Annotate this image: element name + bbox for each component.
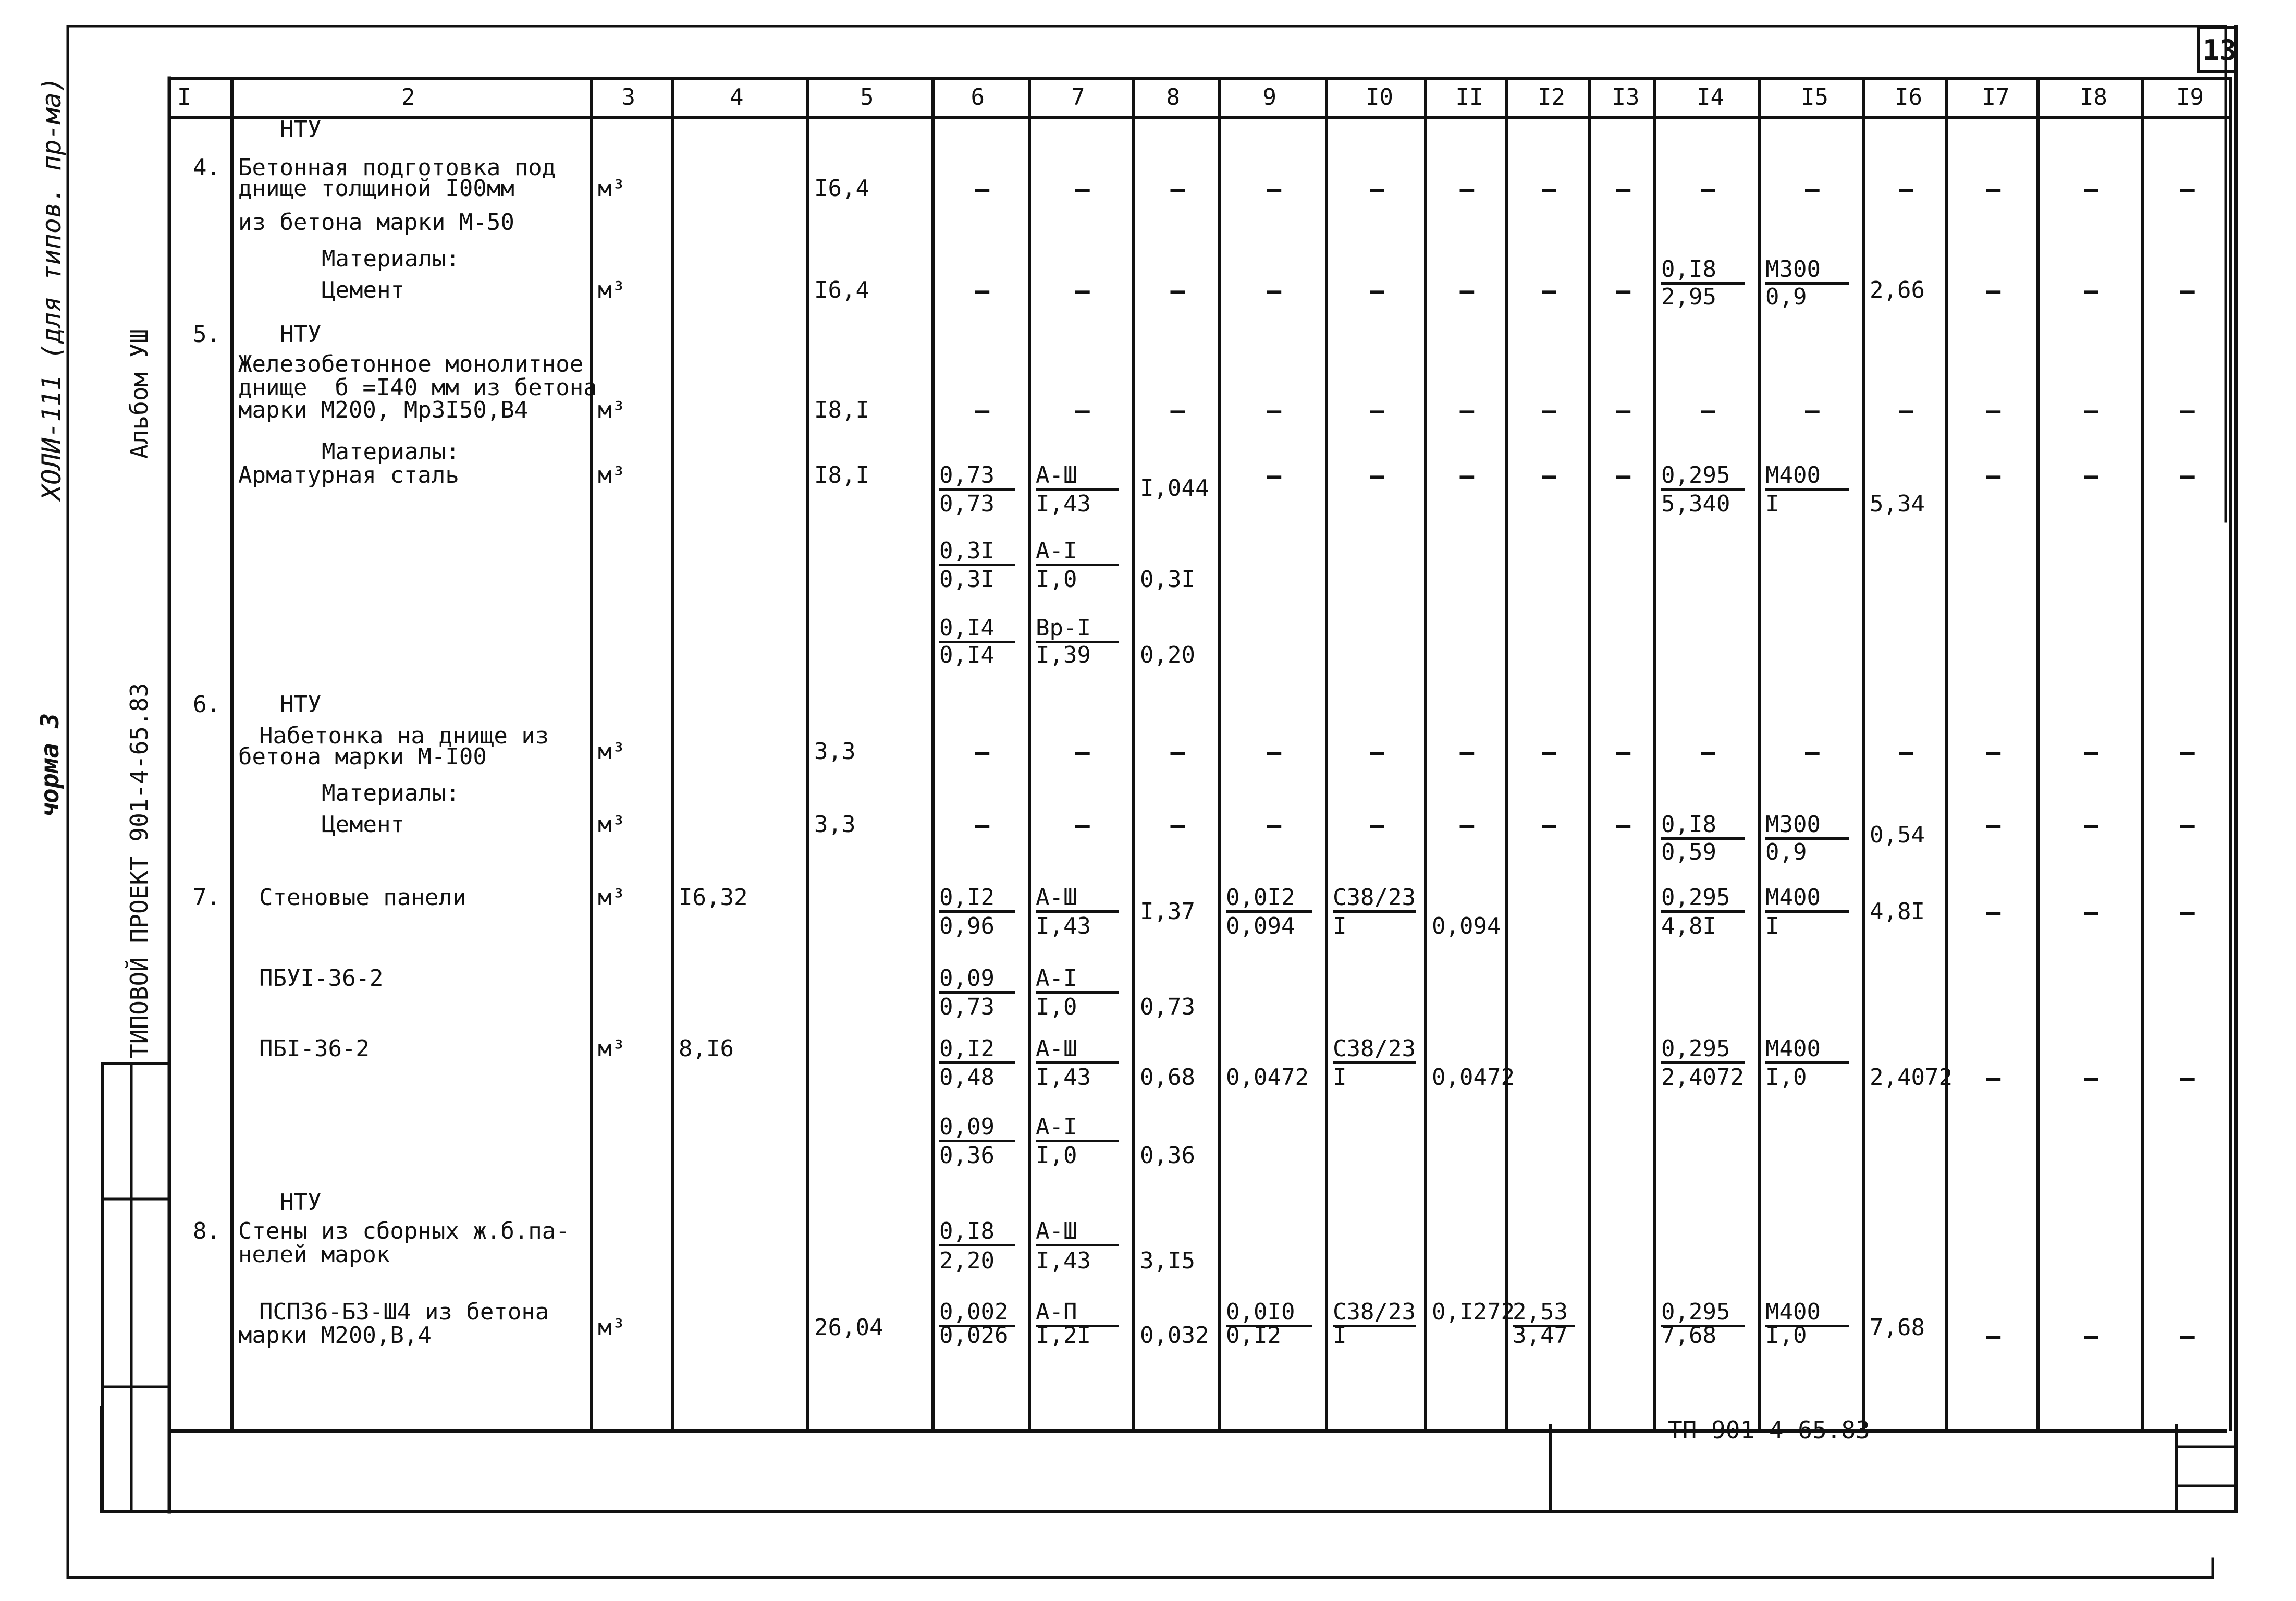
cell-c2-r4b: Бетонная подготовка под [238,154,556,181]
cell-c3-r5d: м³ [598,396,625,423]
cell-c2-r4c: днище толщиной I00мм [238,175,514,202]
cell-c8-r5i: 0,3I [1140,566,1195,593]
dash-c13-r5f: – [1616,461,1631,490]
cell-c5-r8de: 26,04 [814,1314,883,1341]
cell-c7-r5i: I,0 [1036,566,1077,593]
cell-c6-r7g: 0,09 [939,1116,1015,1142]
cell-c11-r8d: 0,I272 [1432,1298,1515,1325]
dash-c8-r5d: – [1170,396,1185,424]
dash-c12-r4c: – [1542,175,1556,203]
dash-c18-r7ab: – [2084,898,2098,926]
column-header-10: I0 [1366,84,1393,111]
dash-c14-r4c: – [1701,175,1715,203]
dash-c13-r5d: – [1616,396,1631,424]
cell-c1-r5a: 5. [193,321,220,348]
column-header-1: I [177,84,191,111]
dash-c12-r5f: – [1542,461,1556,490]
cell-c8-r8cc: 3,I5 [1140,1247,1195,1274]
dash-c18-r5d: – [2084,396,2098,424]
dash-c18-r4f: – [2084,276,2098,304]
dash-c14-r6bc: – [1701,738,1715,766]
column-header-7: 7 [1071,84,1085,111]
cell-c7-r7g: А-I [1036,1116,1119,1142]
dash-c7-r4f: – [1075,276,1090,304]
dash-c16-r5d: – [1899,396,1913,424]
dash-c17-r6e: – [1986,811,2001,839]
dash-c10-r4c: – [1370,175,1384,203]
dash-c15-r5d: – [1805,396,1820,424]
dash-c17-r4f: – [1986,276,2001,304]
cell-c3-r7e: м³ [598,1035,625,1062]
cell-c7-r7f: I,43 [1036,1064,1091,1091]
cell-c14-r4fb: 2,95 [1661,283,1716,310]
column-header-5: 5 [860,84,874,111]
column-header-3: 3 [621,84,635,111]
dash-c19-r7f: – [2180,1064,2195,1092]
cell-c2-r4f: Цемент [322,276,404,303]
cell-c6-r5g: 0,73 [939,490,994,517]
cell-c14-r6f: 0,59 [1661,838,1716,865]
form-label-vertical: чорма 3 [35,713,65,818]
dash-c17-r6bc: – [1986,738,2001,766]
cell-c2-r6e: Цемент [322,811,404,838]
cell-c10-r8d: С38/23 [1333,1301,1416,1327]
cell-c7-r5k: I,39 [1036,641,1091,668]
cell-c9-r8d: 0,0I0 [1226,1301,1312,1327]
dash-c19-r5f: – [2180,461,2195,490]
cell-c15-r8d: М400 [1765,1301,1849,1327]
cell-c7-r7a: А-Ш [1036,886,1119,913]
cell-c2-r5e: Материалы: [322,438,460,465]
cell-c7-r8b: А-Ш [1036,1220,1119,1246]
column-header-6: 6 [971,84,985,111]
cell-c2-r5f: Арматурная сталь [238,461,459,488]
dash-c10-r5d: – [1370,396,1384,424]
cell-c14-r7f: 2,4072 [1661,1064,1744,1091]
cell-c6-r7e: 0,I2 [939,1037,1015,1064]
cell-c7-r5f: А-Ш [1036,464,1119,491]
cell-c5-r4f: I6,4 [814,276,869,303]
cell-c9-r7f: 0,0472 [1226,1064,1309,1091]
cell-c15-r6f: 0,9 [1765,838,1807,865]
cell-c4-r7e: 8,I6 [679,1035,734,1062]
cell-c7-r7h: I,0 [1036,1142,1077,1169]
dash-c7-r4c: – [1075,175,1090,203]
cell-c14-r5g: 5,340 [1661,490,1730,517]
cell-c16-r4f: 2,66 [1870,276,1925,303]
dash-c16-r4c: – [1899,175,1913,203]
cell-c12-r8d: 2,53 [1513,1301,1575,1327]
cell-c2-r5d: марки М200, МрЗI50,В4 [238,396,529,423]
dash-c11-r6e: – [1459,811,1475,839]
dash-c16-r6bc: – [1899,738,1913,766]
cell-c7-r7c: А-I [1036,967,1119,994]
dash-c10-r6e: – [1370,811,1384,839]
cell-c16-r6ef: 0,54 [1870,821,1925,848]
dash-c9-r4c: – [1267,175,1282,203]
dash-c18-r4c: – [2084,175,2098,203]
cell-c6-r5j: 0,I4 [939,617,1015,643]
cell-c6-r5k: 0,I4 [939,641,994,668]
cell-c7-r8d: А-П [1036,1301,1119,1327]
cell-c2-r8d: ПСП36-БЗ-Ш4 из бетона [259,1298,549,1325]
cell-c15-r7e: М400 [1765,1037,1849,1064]
cell-c15-r6e: М300 [1765,813,1849,840]
dash-c8-r6e: – [1170,811,1185,839]
cell-c8-r7ab: I,37 [1140,898,1195,925]
cell-c2-r6b: Набетонка на днище из [259,722,549,749]
cell-c4-r7a: I6,32 [679,884,748,911]
dash-c6-r6e: – [975,811,990,839]
cell-c6-r5i: 0,3I [939,566,994,593]
cell-c1-r6a: 6. [193,691,220,718]
dash-c12-r6bc: – [1542,738,1556,766]
cell-c5-r6bc: 3,3 [814,738,856,765]
cell-c6-r8d: 0,002 [939,1301,1015,1327]
dash-c8-r6bc: – [1170,738,1185,766]
cell-c3-r4c: м³ [598,175,625,202]
column-header-13: I3 [1612,84,1640,111]
cell-c15-r4fb: 0,9 [1765,283,1807,310]
cell-c9-r7b: 0,094 [1226,912,1295,939]
cell-c3-r4f: м³ [598,276,625,303]
cell-c1-r4b: 4. [193,154,220,181]
cell-c14-r5f: 0,295 [1661,464,1745,491]
dash-c12-r5d: – [1542,396,1556,424]
cell-c2-r5c: днище б =I40 мм из бетона [238,374,597,401]
cell-c2-r6c: бетона марки М-I00 [238,743,487,770]
dash-c18-r6bc: – [2084,738,2098,766]
dash-c8-r4f: – [1170,276,1185,304]
album-label-vertical: Альбом УШ [125,328,153,459]
dash-c19-r6e: – [2180,811,2195,839]
inner-border [102,1408,2236,1512]
cell-c11-r7b: 0,094 [1432,912,1501,939]
dash-c7-r6e: – [1075,811,1090,839]
cell-c16-r7f: 2,4072 [1870,1064,1953,1091]
cell-c2-r7e: ПБI-36-2 [259,1035,370,1062]
cell-c1-r8b: 8. [193,1217,220,1244]
cell-c6-r5h: 0,3I [939,540,1015,566]
cell-c10-r7f: I [1333,1064,1347,1091]
column-header-9: 9 [1262,84,1276,111]
cell-c3-r6e: м³ [598,811,625,838]
cell-c7-r8e: I,2I [1036,1322,1091,1349]
cell-c15-r4fa: М300 [1765,258,1849,285]
cell-c14-r4fa: 0,I8 [1661,258,1745,285]
cell-c14-r7a: 0,295 [1661,886,1745,913]
cell-c3-r8de: м³ [598,1314,625,1341]
cell-c7-r8cc: I,43 [1036,1247,1091,1274]
dash-c18-r7f: – [2084,1064,2098,1092]
cell-c16-r7ab: 4,8I [1870,898,1925,925]
cell-c2-r7a: Стеновые панели [259,884,466,911]
column-header-16: I6 [1895,84,1922,111]
dash-c12-r6e: – [1542,811,1556,839]
column-header-19: I9 [2176,84,2204,111]
cell-c8-r5fb: I,044 [1140,474,1209,502]
dash-c18-r5f: – [2084,461,2098,490]
dash-c15-r6bc: – [1805,738,1820,766]
cell-c11-r7f: 0,0472 [1432,1064,1515,1091]
dash-c19-r7ab: – [2180,898,2195,926]
cell-c5-r5f: I8,I [814,461,869,488]
column-header-14: I4 [1697,84,1724,111]
cell-c10-r7b: I [1333,912,1347,939]
dash-c6-r6bc: – [975,738,990,766]
cell-c6-r7b: 0,96 [939,912,994,939]
cell-c15-r7b: I [1765,912,1779,939]
cell-c2-r8e: марки М200,В,4 [238,1322,432,1349]
dash-c18-r6e: – [2084,811,2098,839]
dash-c17-r7ab: – [1986,898,2001,926]
column-header-15: I5 [1801,84,1828,111]
cell-c15-r7f: I,0 [1765,1064,1807,1091]
cell-c7-r7b: I,43 [1036,912,1091,939]
cell-c6-r8e: 0,026 [939,1322,1009,1349]
cell-c2-r4d: из бетона марки М-50 [238,209,514,236]
stamp-code: ТП 901-4-65.83 [1668,1416,1870,1444]
cell-c1-r7a: 7. [193,884,220,911]
dash-c19-r6bc: – [2180,738,2195,766]
cell-c15-r5f: М400 [1765,464,1849,491]
dash-c18-r8e: – [2084,1322,2098,1350]
cell-c15-r8e: I,0 [1765,1322,1807,1349]
dash-c6-r5d: – [975,396,990,424]
dash-c19-r4c: – [2180,175,2195,203]
dash-c9-r6e: – [1267,811,1282,839]
cell-c5-r5d: I8,I [814,396,869,423]
cell-c6-r7d: 0,73 [939,993,994,1020]
dash-c13-r6e: – [1616,811,1631,839]
dash-c11-r4f: – [1459,276,1475,304]
dash-c9-r5f: – [1267,461,1282,490]
cell-c16-r8de: 7,68 [1870,1314,1925,1341]
dash-c11-r4c: – [1459,175,1475,203]
cell-c6-r7f: 0,48 [939,1064,994,1091]
dash-c19-r8e: – [2180,1322,2195,1350]
cell-c7-r5h: А-I [1036,540,1119,566]
cell-c3-r6bc: м³ [598,738,625,765]
cell-c7-r5g: I,43 [1036,490,1091,517]
dash-c14-r5d: – [1701,396,1715,424]
dash-c6-r4f: – [975,276,990,304]
dash-c17-r8e: – [1986,1322,2001,1350]
cell-c7-r5j: Вр-I [1036,617,1119,643]
dash-c15-r4c: – [1805,175,1820,203]
dash-c10-r4f: – [1370,276,1384,304]
dash-c11-r5f: – [1459,461,1475,490]
dash-c11-r6bc: – [1459,738,1475,766]
dash-c8-r4c: – [1170,175,1185,203]
cell-c6-r8cc: 2,20 [939,1247,994,1274]
cell-c2-r7c: ПБУI-36-2 [259,964,384,992]
dash-c13-r4f: – [1616,276,1631,304]
column-header-8: 8 [1166,84,1180,111]
cell-c8-r7h: 0,36 [1140,1142,1195,1169]
project-title-vertical: ТИПОВОЙ ПРОЕКТ 901-4-65.83 [125,682,153,1058]
handwritten-note-vertical: ХОЛИ-111 (для типов. пр-ма) [36,77,67,500]
cell-c2-r6d: Материалы: [322,779,460,806]
cell-c10-r8e: I [1333,1322,1347,1349]
column-header-17: I7 [1982,84,2010,111]
cell-c12-r8e: 3,47 [1513,1322,1568,1349]
cell-c2-r5b: Железобетонное монолитное [238,350,584,377]
cell-c6-r7c: 0,09 [939,967,1015,994]
dash-c9-r6bc: – [1267,738,1282,766]
dash-c13-r6bc: – [1616,738,1631,766]
dash-c7-r5d: – [1075,396,1090,424]
cell-c2-r5a: НТУ [280,321,322,348]
cell-c5-r6e: 3,3 [814,811,856,838]
column-header-11: II [1455,84,1483,111]
dash-c19-r5d: – [2180,396,2195,424]
cell-c14-r8d: 0,295 [1661,1301,1745,1327]
column-header-12: I2 [1538,84,1565,111]
cell-c8-r5k: 0,20 [1140,641,1195,668]
column-header-4: 4 [730,84,744,111]
cell-c2-r4e: Материалы: [322,245,460,272]
cell-c10-r7e: С38/23 [1333,1037,1416,1064]
dash-c10-r5f: – [1370,461,1384,490]
cell-c2-r6a: НТУ [280,691,322,718]
cell-c2-r8a: НТУ [280,1189,322,1216]
cell-c15-r7a: М400 [1765,886,1849,913]
cell-c6-r8b: 0,I8 [939,1220,1015,1246]
cell-c14-r6e: 0,I8 [1661,813,1745,840]
dash-c12-r4f: – [1542,276,1556,304]
cell-c8-r7f: 0,68 [1140,1064,1195,1091]
dash-c6-r4c: – [975,175,990,203]
dash-c17-r5d: – [1986,396,2001,424]
cell-c15-r5g: I [1765,490,1779,517]
cell-c3-r7a: м³ [598,884,625,911]
cell-c3-r5f: м³ [598,461,625,488]
cell-c16-r5g: 5,34 [1870,490,1925,517]
dash-c17-r5f: – [1986,461,2001,490]
cell-c14-r7e: 0,295 [1661,1037,1745,1064]
cell-c9-r7a: 0,0I2 [1226,886,1312,913]
cell-c6-r7h: 0,36 [939,1142,994,1169]
page-number: 13 [2203,34,2237,67]
dash-c17-r7f: – [1986,1064,2001,1092]
cell-c5-r4c: I6,4 [814,175,869,202]
cell-c9-r8e: 0,I2 [1226,1322,1281,1349]
cell-c2-r8c: нелей марок [238,1241,390,1268]
dash-c7-r6bc: – [1075,738,1090,766]
dash-c19-r4f: – [2180,276,2195,304]
column-header-18: I8 [2080,84,2107,111]
cell-c14-r8e: 7,68 [1661,1322,1716,1349]
cell-c2-r4a: НТУ [280,116,322,143]
dash-c10-r6bc: – [1370,738,1384,766]
cell-c7-r7e: А-Ш [1036,1037,1119,1064]
cell-c6-r7a: 0,I2 [939,886,1015,913]
cell-c2-r8b: Стены из сборных ж.б.па- [238,1217,570,1244]
cell-c8-r8e: 0,032 [1140,1322,1209,1349]
dash-c9-r4f: – [1267,276,1282,304]
cell-c7-r7d: I,0 [1036,993,1077,1020]
cell-c14-r7b: 4,8I [1661,912,1716,939]
dash-c17-r4c: – [1986,175,2001,203]
cell-c10-r7a: С38/23 [1333,886,1416,913]
dash-c9-r5d: – [1267,396,1282,424]
column-header-2: 2 [401,84,415,111]
cell-c8-r7d: 0,73 [1140,993,1195,1020]
dash-c11-r5d: – [1459,396,1475,424]
dash-c13-r4c: – [1616,175,1631,203]
cell-c6-r5f: 0,73 [939,464,1015,491]
